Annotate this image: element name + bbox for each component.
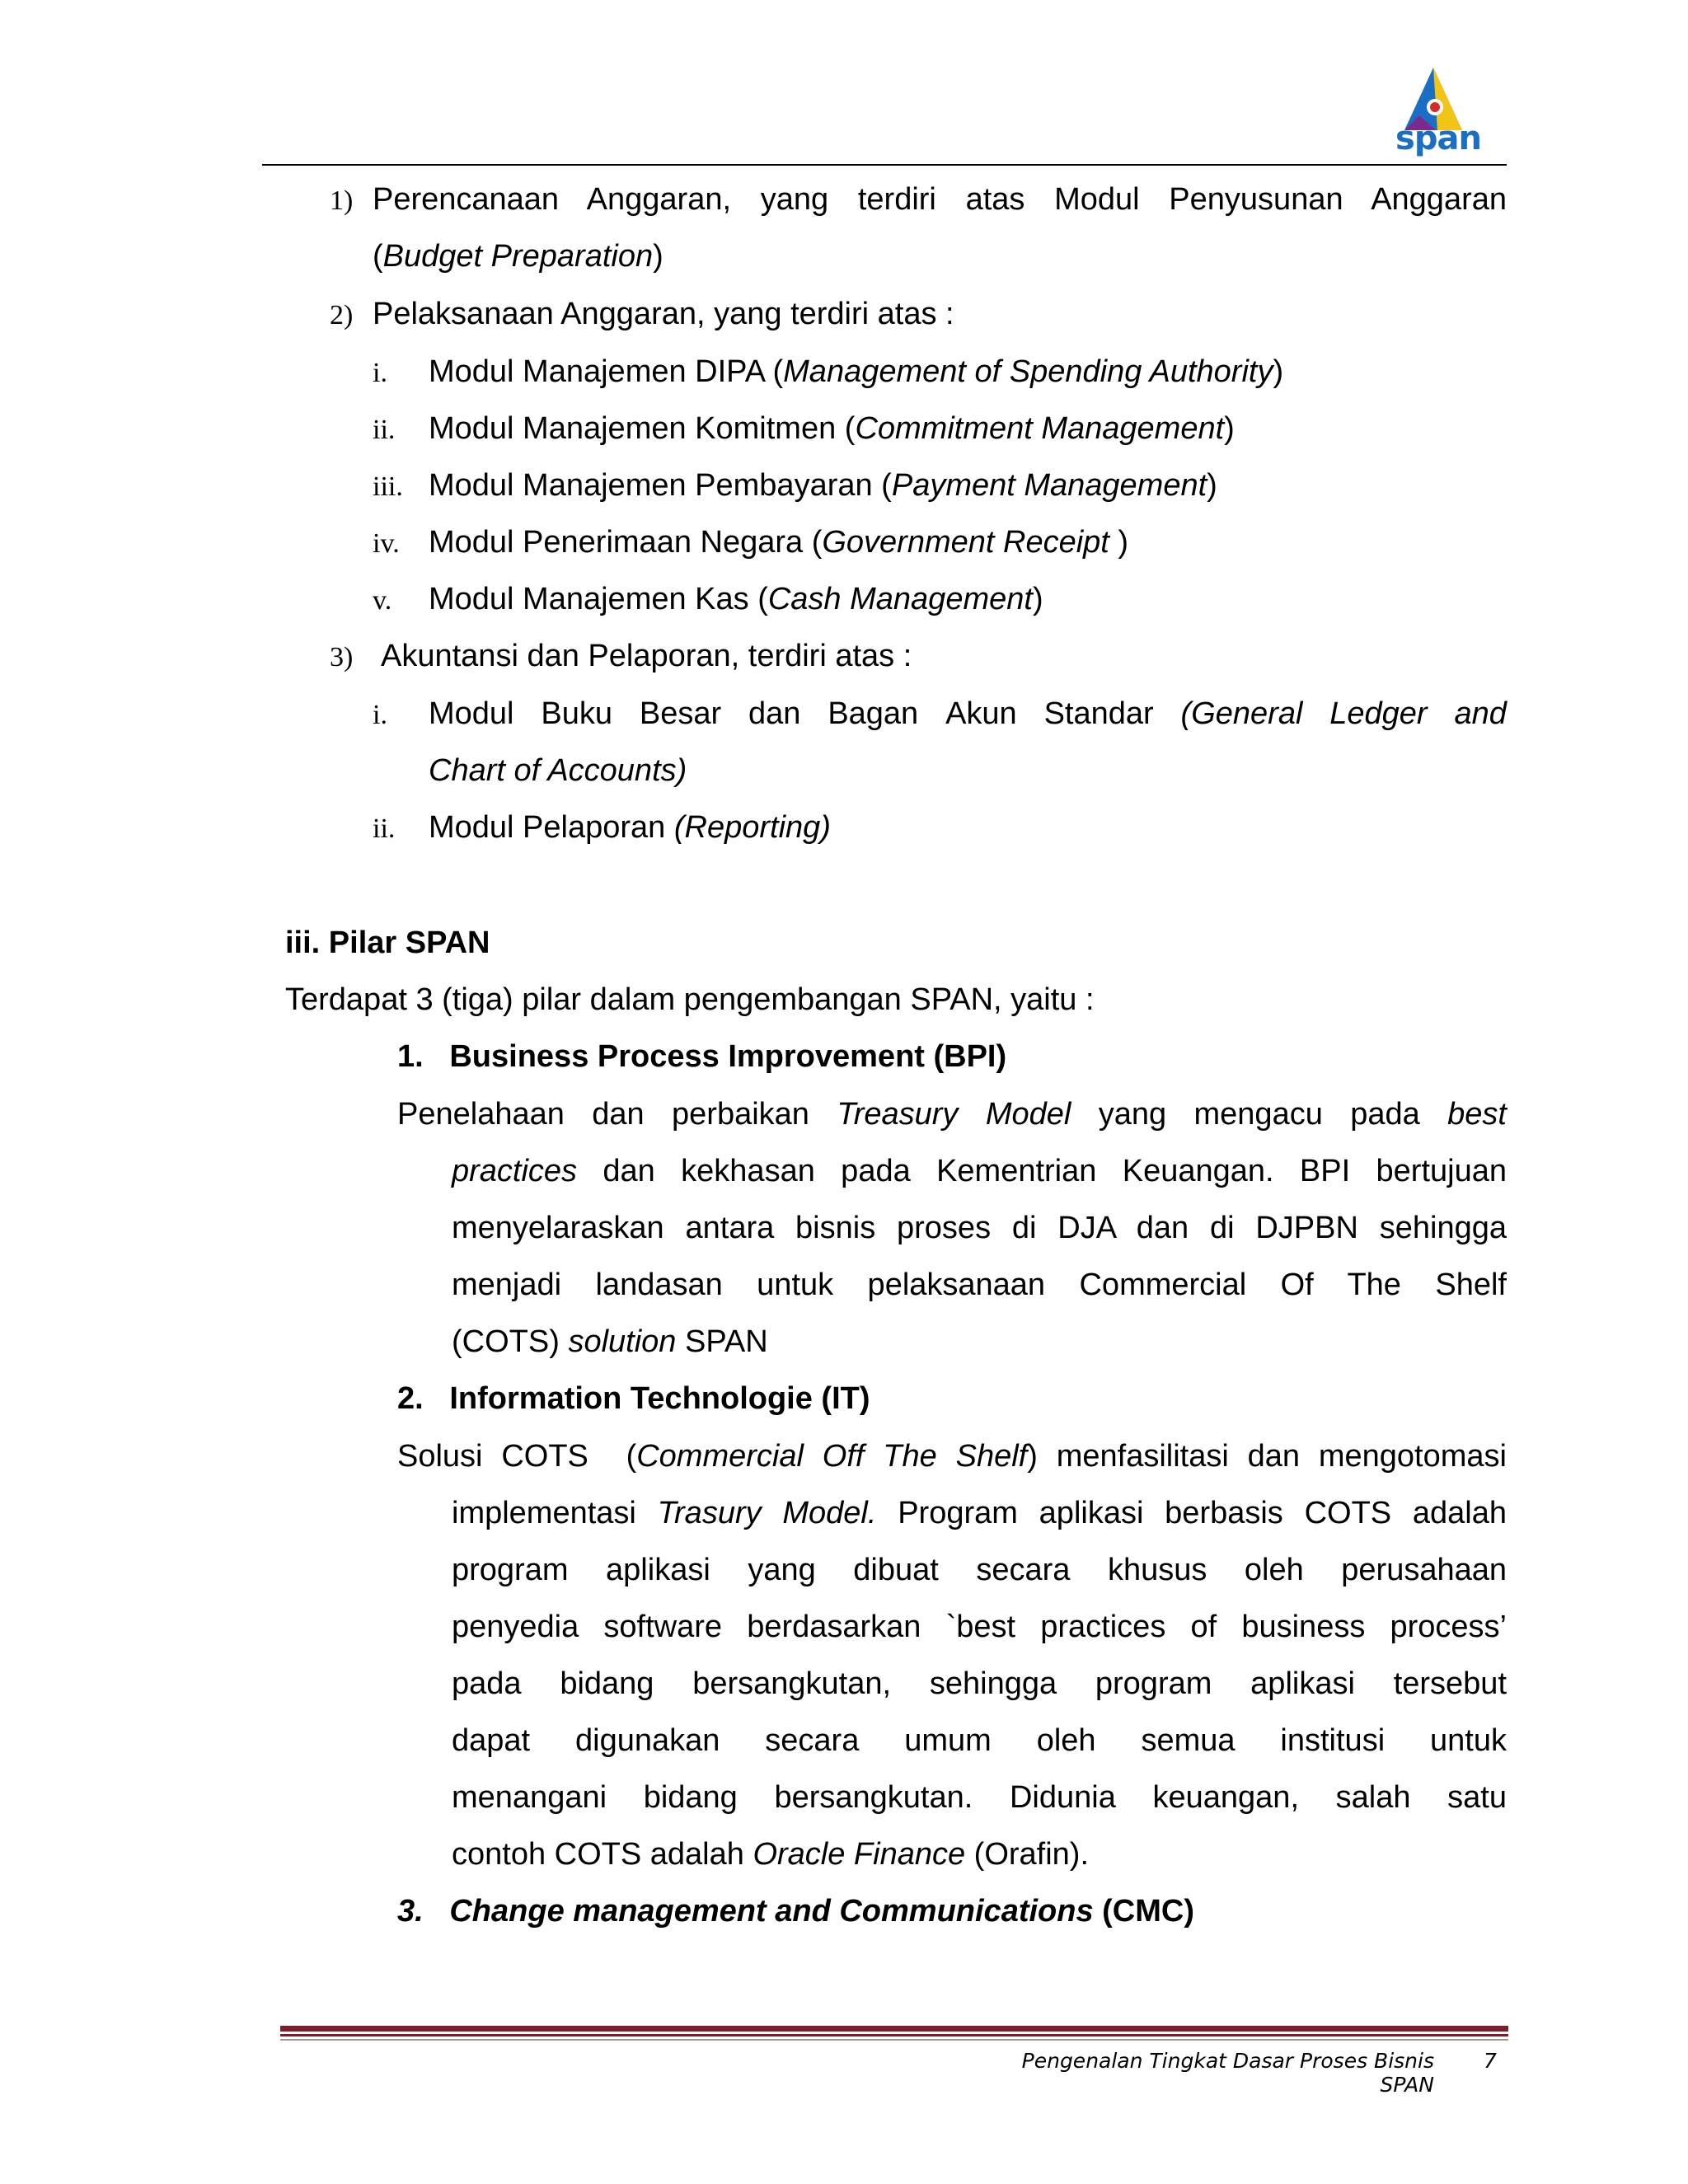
footer-rule bbox=[280, 2039, 1508, 2041]
roman-numeral: iii. bbox=[373, 471, 403, 502]
paragraph-line: practices dan kekhasan pada Kementrian Keuangan. BPI bertujuan bbox=[452, 1154, 1507, 1188]
paragraph-line: menyelaraskan antara bisnis proses di DJA dan di DJPBN sehingga bbox=[452, 1211, 1507, 1245]
roman-numeral: iv. bbox=[373, 528, 400, 559]
span-logo-text: span bbox=[1395, 120, 1481, 157]
list-item-text-continued: (Budget Preparation) bbox=[373, 239, 663, 274]
paragraph-line: implementasi Trasury Model. Program aplikasi berbasis COTS adalah bbox=[452, 1496, 1507, 1530]
roman-numeral: ii. bbox=[373, 415, 396, 445]
paragraph-line: (COTS) solution SPAN bbox=[452, 1324, 768, 1359]
section-intro: Terdapat 3 (tiga) pilar dalam pengembangan SPAN, yaitu : bbox=[285, 982, 1095, 1017]
roman-numeral: ii. bbox=[373, 813, 396, 844]
pillar-heading: 1. Business Process Improvement (BPI) bbox=[397, 1039, 1007, 1074]
paragraph-line: menangani bidang bersangkutan. Didunia keuangan, salah satu bbox=[452, 1780, 1507, 1815]
footer-rule bbox=[280, 2026, 1508, 2032]
roman-numeral: v. bbox=[373, 585, 392, 616]
sub-item-text-continued: Chart of Accounts) bbox=[429, 753, 687, 788]
header-rule bbox=[262, 164, 1507, 166]
sub-item-text: Modul Manajemen Kas (Cash Management) bbox=[429, 582, 1043, 616]
footer-title: Pengenalan Tingkat Dasar Proses Bisnis SPAN bbox=[1021, 2049, 1434, 2097]
sub-item-text: Modul Pelaporan (Reporting) bbox=[429, 810, 831, 845]
paragraph-line: pada bidang bersangkutan, sehingga program aplikasi tersebut bbox=[452, 1666, 1507, 1701]
pillar-heading: 3. Change management and Communications (CMC) bbox=[397, 1894, 1194, 1929]
sub-item-text: Modul Manajemen DIPA (Management of Spending Authority) bbox=[429, 354, 1284, 389]
list-item-text: Pelaksanaan Anggaran, yang terdiri atas : bbox=[373, 297, 954, 331]
list-item-text: Akuntansi dan Pelaporan, terdiri atas : bbox=[381, 639, 912, 673]
paragraph-line: Solusi COTS (Commercial Off The Shelf) menfasilitasi dan mengotomasi bbox=[397, 1439, 1507, 1474]
paragraph-line: Penelahaan dan perbaikan Treasury Model yang mengacu pada best bbox=[397, 1097, 1507, 1132]
roman-numeral: i. bbox=[373, 700, 387, 730]
list-number: 3) bbox=[330, 642, 354, 673]
page-number: 7 bbox=[1484, 2049, 1497, 2073]
paragraph-line: dapat digunakan secara umum oleh semua institusi untuk bbox=[452, 1723, 1507, 1758]
section-heading: iii. Pilar SPAN bbox=[285, 926, 490, 960]
paragraph-line: menjadi landasan untuk pelaksanaan Commercial Of The Shelf bbox=[452, 1268, 1507, 1302]
pillar-heading: 2. Information Technologie (IT) bbox=[397, 1381, 870, 1416]
list-number: 2) bbox=[330, 300, 354, 330]
paragraph-line: program aplikasi yang dibuat secara khusus oleh perusahaan bbox=[452, 1553, 1507, 1587]
paragraph-line: penyedia software berdasarkan `best practices of business process’ bbox=[452, 1610, 1507, 1644]
sub-item-text: Modul Buku Besar dan Bagan Akun Standar (General Ledger and bbox=[429, 696, 1507, 731]
footer-rule bbox=[280, 2034, 1508, 2036]
roman-numeral: i. bbox=[373, 358, 387, 388]
sub-item-text: Modul Manajemen Komitmen (Commitment Management) bbox=[429, 411, 1235, 446]
sub-item-text: Modul Penerimaan Negara (Government Receipt ) bbox=[429, 525, 1129, 560]
sub-item-text: Modul Manajemen Pembayaran (Payment Management) bbox=[429, 468, 1217, 503]
paragraph-line: contoh COTS adalah Oracle Finance (Orafin). bbox=[452, 1837, 1090, 1872]
list-number: 1) bbox=[330, 185, 354, 216]
list-item-text: Perencanaan Anggaran, yang terdiri atas Modul Penyusunan Anggaran bbox=[373, 182, 1507, 217]
